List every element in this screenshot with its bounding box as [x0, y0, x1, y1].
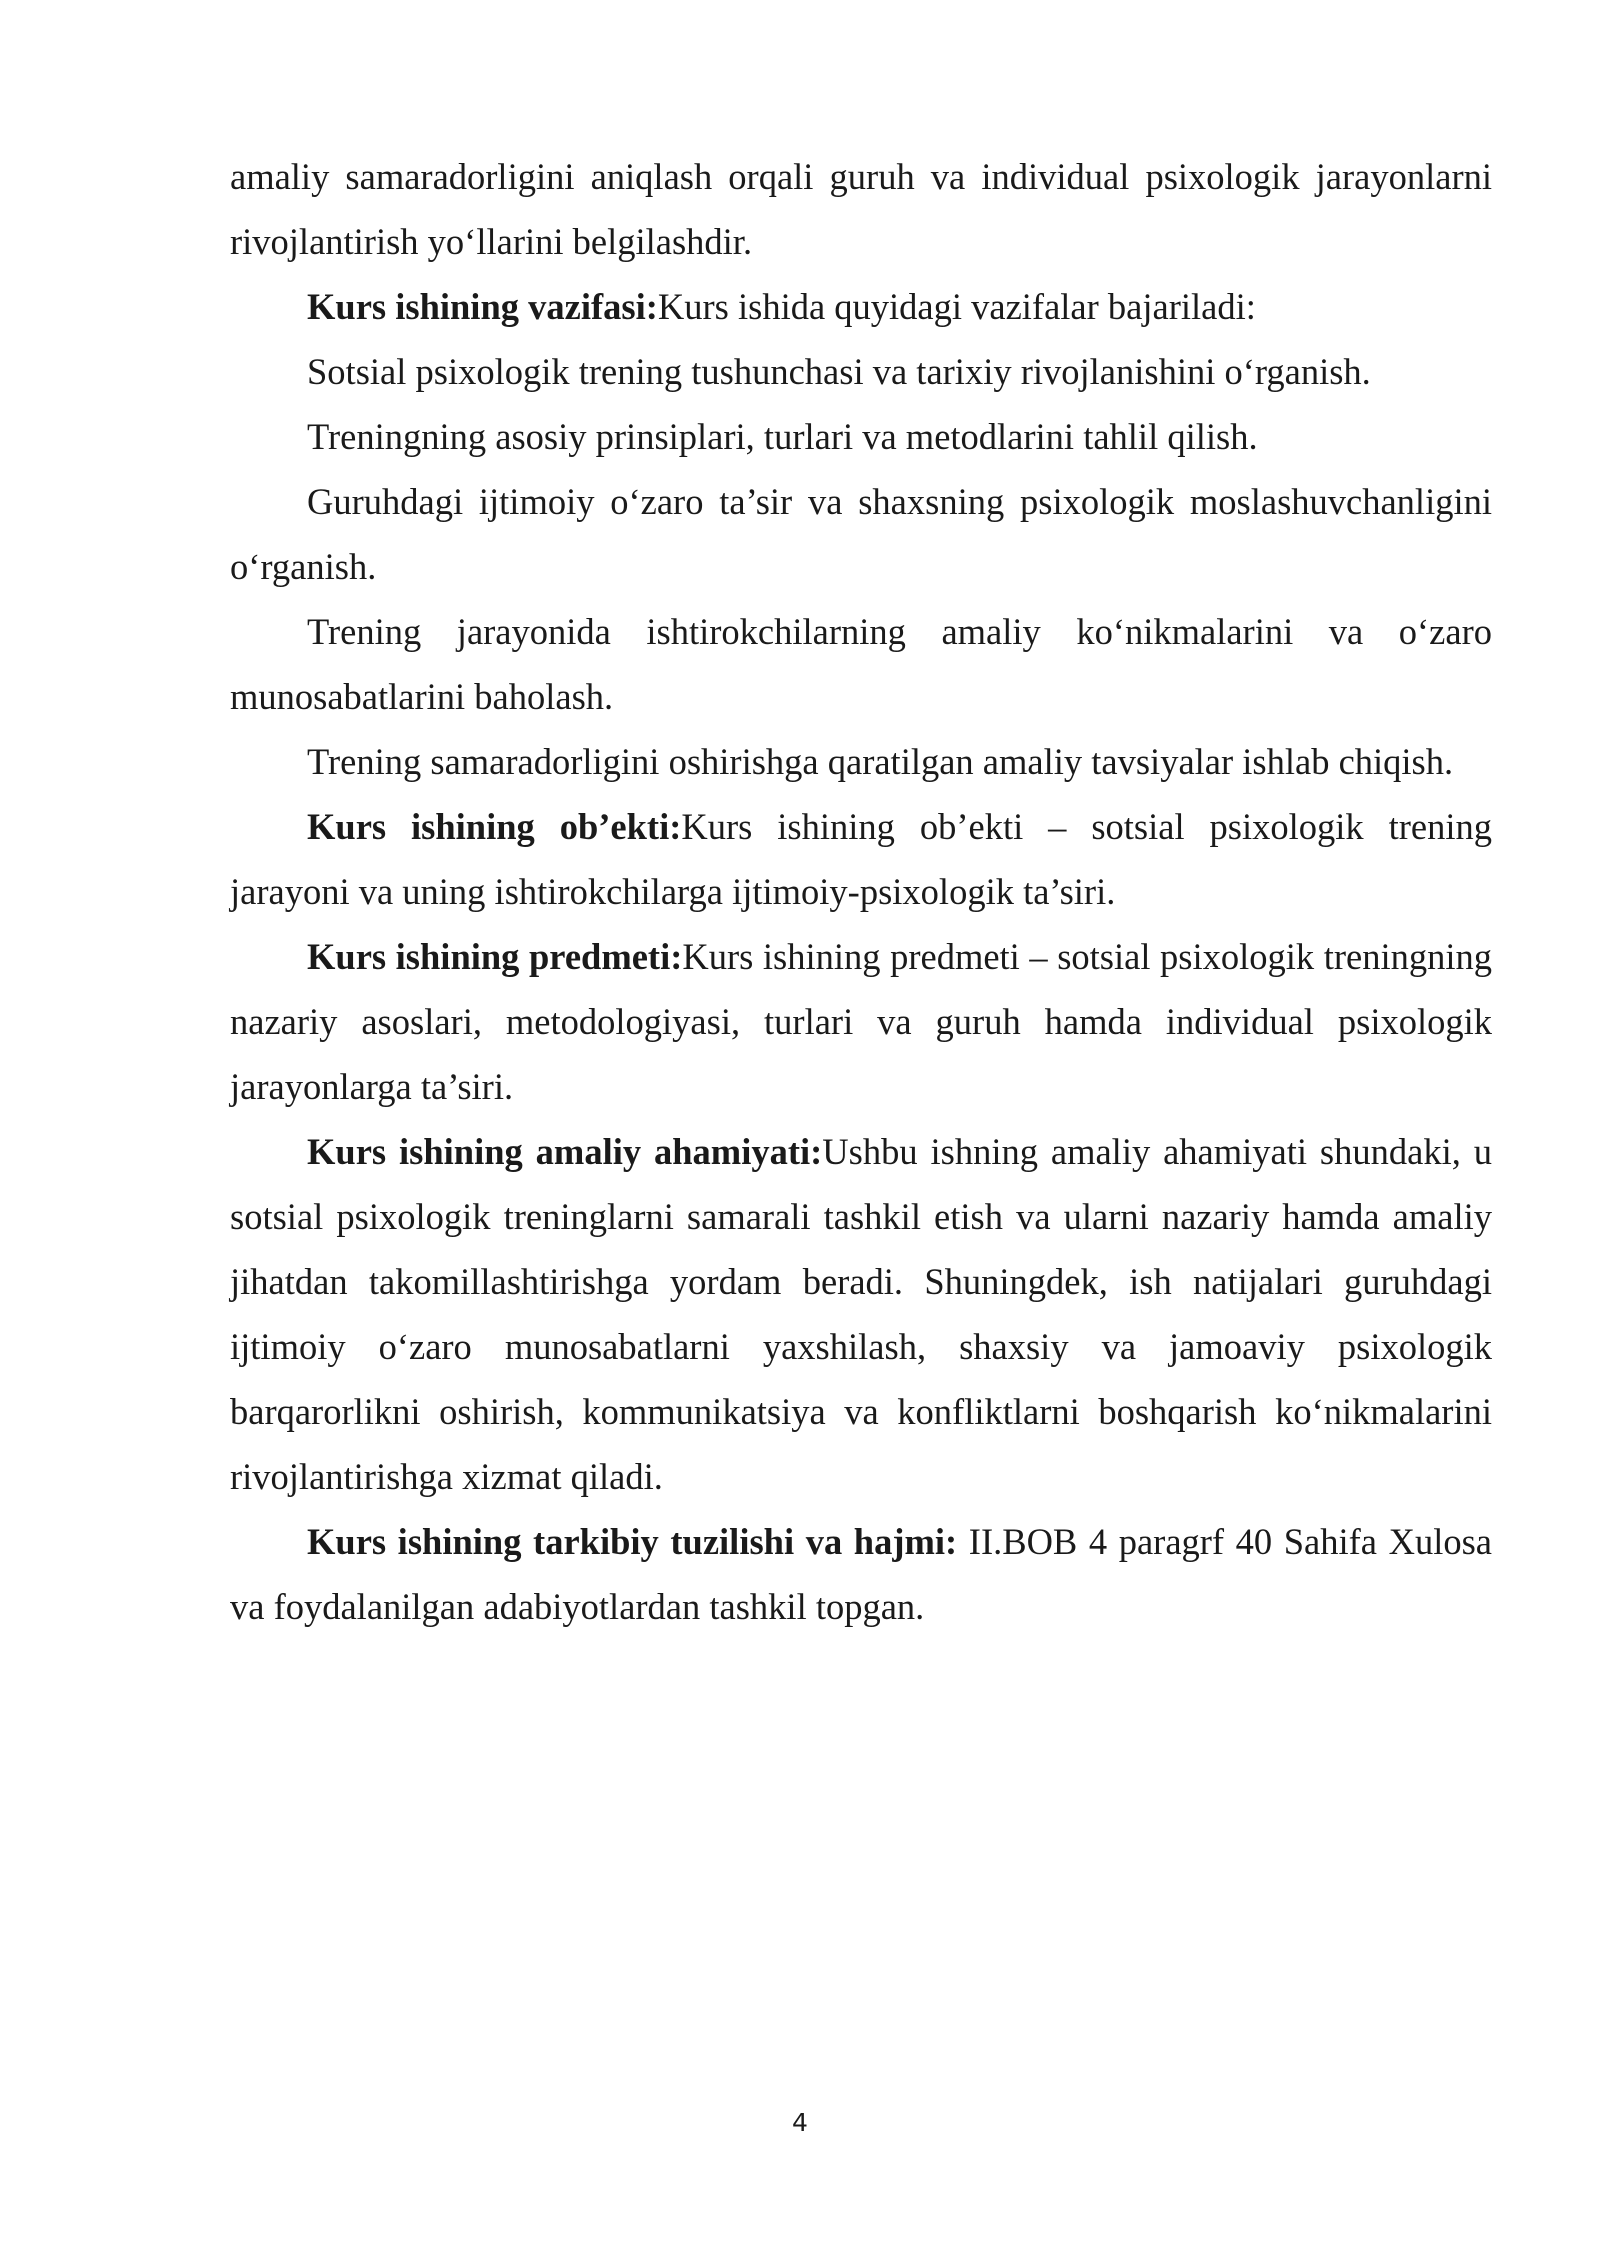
- page-number: 4: [792, 2108, 808, 2137]
- paragraph-structure: [230, 1509, 1492, 1639]
- paragraph-text: Kurs ishida quyidagi vazifalar bajariladi:: [657, 286, 1256, 327]
- task-item-4: [230, 599, 1492, 729]
- paragraph-text: Kurs ishining predmeti – sotsial psixologik treningning nazariy asoslari, metodologiyasi, turlari va guruh hamda individual psixologik jarayonlarga ta’siri.: [230, 936, 1492, 1107]
- paragraph-text: II.BOB 4 paragrf 40 Sahifa Xulosa va foydalanilgan adabiyotlardan tashkil topgan.: [230, 1521, 1492, 1627]
- task-item-2: [230, 404, 1492, 469]
- paragraph-text: Guruhdagi ijtimoiy o‘zaro ta’sir va shaxsning psixologik moslashuvchanligini o‘rganish.: [230, 481, 1492, 587]
- paragraph-tasks-intro: [230, 274, 1492, 339]
- section-label-practical-significance: Kurs ishining amaliy ahamiyati:: [307, 1131, 823, 1172]
- paragraph-object: [230, 794, 1492, 924]
- paragraph-text: Trening jarayonida ishtirokchilarning amaliy ko‘nikmalarini va o‘zaro munosabatlarini baholash.: [230, 611, 1492, 717]
- paragraph-text: Trening samaradorligini oshirishga qaratilgan amaliy tavsiyalar ishlab chiqish.: [307, 741, 1454, 782]
- section-label-object: Kurs ishining ob’ekti:: [307, 806, 682, 847]
- paragraph-text: amaliy samaradorligini aniqlash orqali guruh va individual psixologik jarayonlarni rivojlantirish yo‘llarini belgilashdir.: [230, 156, 1492, 262]
- section-label-tasks: Kurs ishining vazifasi:: [307, 286, 658, 327]
- paragraph-text: Kurs ishining ob’ekti – sotsial psixologik trening jarayoni va uning ishtirokchilarga ijtimoiy-psixologik ta’siri.: [230, 806, 1492, 912]
- paragraph-text: Ushbu ishning amaliy ahamiyati shundaki, u sotsial psixologik treninglarni samarali tashkil etish va ularni nazariy hamda amaliy jihatdan takomillashtirishga yordam beradi. Shuningdek, ish natijalari guruhdagi ijtimoiy o‘zaro munosabatlarni yaxshilash, shaxsiy va jamoaviy psixologik barqarorlikni oshirish, kommunikatsiya va konfliktlarni boshqarish ko‘nikmalarini rivojlantirishga xizmat qiladi.: [230, 1131, 1492, 1497]
- paragraph-purpose-continuation: [230, 144, 1492, 274]
- paragraph-subject: [230, 924, 1492, 1119]
- paragraph-practical-significance: [230, 1119, 1492, 1509]
- document-page: [230, 144, 1492, 1639]
- task-item-3: [230, 469, 1492, 599]
- task-item-1: [230, 339, 1492, 404]
- paragraph-text: Treningning asosiy prinsiplari, turlari va metodlarini tahlil qilish.: [307, 416, 1258, 457]
- section-label-subject: Kurs ishining predmeti:: [307, 936, 683, 977]
- section-label-structure: Kurs ishining tarkibiy tuzilishi va hajmi:: [307, 1521, 958, 1562]
- paragraph-text: Sotsial psixologik trening tushunchasi va tarixiy rivojlanishini o‘rganish.: [307, 351, 1371, 392]
- task-item-5: [230, 729, 1492, 794]
